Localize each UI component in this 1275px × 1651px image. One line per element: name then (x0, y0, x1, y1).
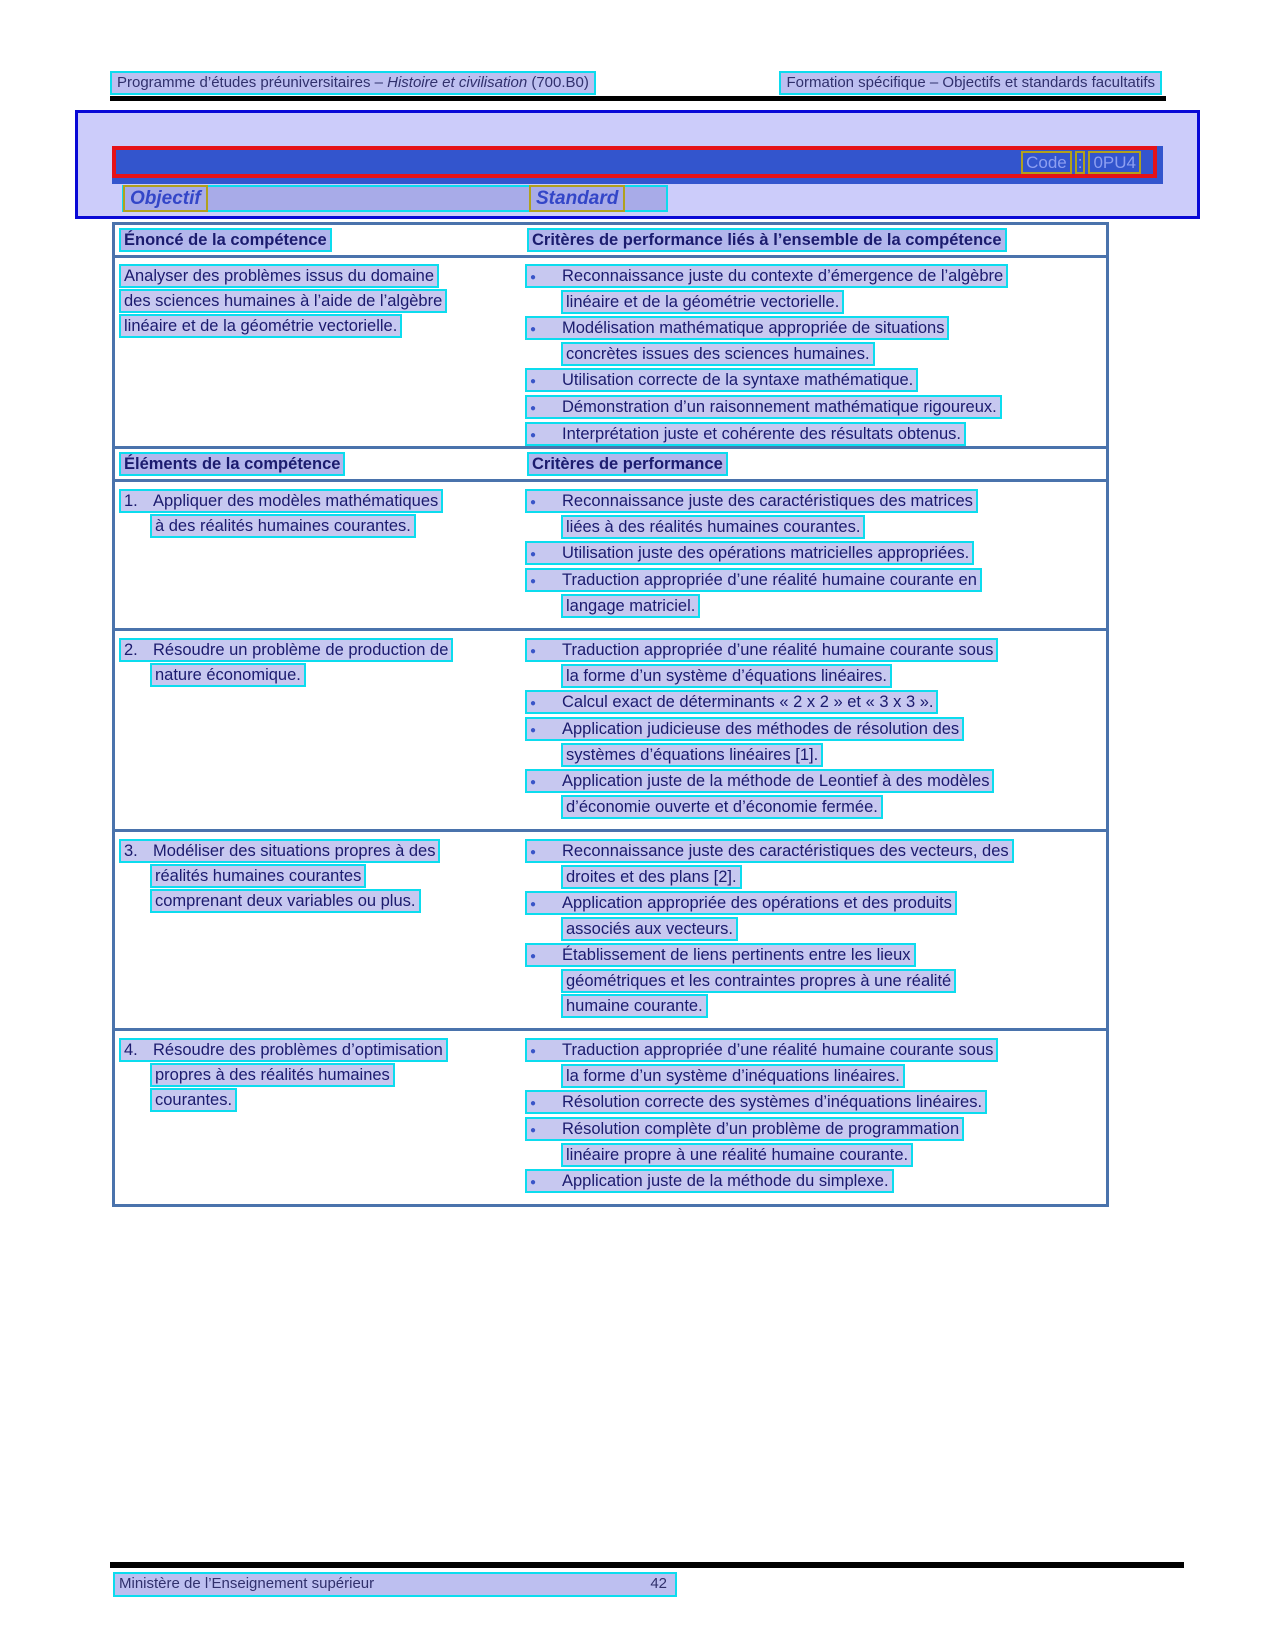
element-cell (115, 839, 525, 1020)
critere-item (525, 638, 1100, 689)
footer-page-number: 42 (650, 1575, 667, 1592)
criteres-cell (525, 489, 1106, 620)
page-footer (113, 1572, 677, 1597)
bullet-icon: ● (530, 1098, 537, 1109)
standard-label: Standard (529, 185, 625, 212)
bullet-icon: ● (530, 725, 537, 736)
bullet-icon: ● (530, 1046, 537, 1057)
criteres-cell (525, 638, 1106, 821)
critere-text: ● Utilisation correcte de la syntaxe mathématique. (525, 368, 918, 392)
critere-item (525, 839, 1100, 890)
header-left (110, 71, 596, 95)
critere-item (525, 422, 1100, 448)
criteres-header: Critères de performance (527, 452, 728, 476)
table-row (115, 829, 1106, 1028)
critere-text: ● Démonstration d’un raisonnement mathématique rigoureux. (525, 395, 1002, 419)
code-separator: : (1075, 151, 1086, 174)
criteres-cell (525, 839, 1106, 1020)
element-text: 1. Appliquer des modèles mathématiques à des réalités humaines courantes. (119, 489, 443, 538)
header-rule (110, 96, 1166, 101)
critere-text: ● Résolution correcte des systèmes d’inéquations linéaires. (525, 1090, 987, 1114)
critere-text: ● Traduction appropriée d’une réalité humaine courante en langage matriciel. (525, 568, 982, 618)
critere-text: ● Établissement de liens pertinents entre les lieux géométriques et les contraintes propres à une réalité humaine courante. (525, 943, 956, 1018)
bullet-icon: ● (530, 951, 537, 962)
code-value: 0PU4 (1088, 151, 1141, 174)
elements-table-header (115, 449, 1106, 482)
bullet-icon: ● (530, 777, 537, 788)
code-banner-shadow (112, 146, 1163, 184)
element-cell (115, 489, 525, 620)
elements-header: Éléments de la compétence (119, 452, 345, 476)
critere-text: ● Reconnaissance juste du contexte d’émergence de l’algèbre linéaire et de la géométrie vectorielle. (525, 264, 1008, 314)
criteres-ensemble-header: Critères de performance liés à l’ensemble de la compétence (527, 228, 1007, 252)
objectif-standard-row (122, 185, 668, 212)
bullet-icon: ● (530, 549, 537, 560)
bullet-icon: ● (530, 272, 537, 283)
critere-item (525, 489, 1100, 540)
table-row (115, 628, 1106, 829)
code-label: Code (1021, 151, 1072, 174)
element-number: 3. (124, 842, 138, 860)
bullet-icon: ● (530, 847, 537, 858)
bullet-icon: ● (530, 576, 537, 587)
element-cell (115, 1038, 525, 1196)
header-left-code: (700.B0) (527, 74, 589, 91)
critere-text: ● Modélisation mathématique appropriée de situations concrètes issues des sciences humaines. (525, 316, 949, 366)
critere-item (525, 568, 1100, 619)
bullet-icon: ● (530, 899, 537, 910)
critere-item (525, 943, 1100, 1019)
element-item (119, 489, 525, 539)
critere-item (525, 717, 1100, 768)
objectif-standard-panel (75, 110, 1200, 219)
bullet-icon: ● (530, 497, 537, 508)
element-item (119, 1038, 525, 1113)
table2-rows (115, 482, 1106, 1204)
critere-text: ● Reconnaissance juste des caractéristiques des matrices liées à des réalités humaines courantes. (525, 489, 978, 539)
bullet-icon: ● (530, 403, 537, 414)
critere-item (525, 395, 1100, 421)
competence-table-header (115, 225, 1106, 258)
enonce-text: Analyser des problèmes issus du domaine des sciences humaines à l’aide de l’algèbre linéaire et de la géométrie vectorielle. (119, 264, 447, 338)
critere-item (525, 1038, 1100, 1089)
elements-table (112, 446, 1109, 1207)
header-right: Formation spécifique – Objectifs et standards facultatifs (779, 71, 1162, 95)
table-row (115, 482, 1106, 628)
bullet-icon: ● (530, 1177, 537, 1188)
critere-text: ● Application juste de la méthode de Leontief à des modèles d’économie ouverte et d’économie fermée. (525, 769, 994, 819)
bullet-icon: ● (530, 376, 537, 387)
critere-item (525, 368, 1100, 394)
element-item (119, 638, 525, 688)
critere-item (525, 891, 1100, 942)
competence-table (112, 222, 1109, 460)
criteres-cell (525, 1038, 1106, 1196)
element-cell (115, 638, 525, 821)
element-number: 2. (124, 641, 138, 659)
critere-item (525, 264, 1100, 315)
critere-item (525, 1117, 1100, 1168)
critere-text: ● Traduction appropriée d’une réalité humaine courante sous la forme d’un système d’inéquations linéaires. (525, 1038, 998, 1088)
critere-text: ● Application judicieuse des méthodes de résolution des systèmes d’équations linéaires [1]. (525, 717, 964, 767)
bullet-icon: ● (530, 1125, 537, 1136)
critere-text: ● Interprétation juste et cohérente des résultats obtenus. (525, 422, 966, 446)
critere-item (525, 690, 1100, 716)
critere-item (525, 316, 1100, 367)
bullet-icon: ● (530, 646, 537, 657)
element-number: 4. (124, 1041, 138, 1059)
bullet-icon: ● (530, 698, 537, 709)
element-item (119, 839, 525, 914)
critere-text: ● Résolution complète d’un problème de programmation linéaire propre à une réalité humaine courante. (525, 1117, 964, 1167)
critere-item (525, 1169, 1100, 1195)
element-text: 3. Modéliser des situations propres à des réalités humaines courantes comprenant deux variables ou plus. (119, 839, 440, 913)
critere-item (525, 769, 1100, 820)
footer-ministry: Ministère de l’Enseignement supérieur (119, 1575, 375, 1592)
page-header (110, 71, 1162, 95)
critere-text: ● Calcul exact de déterminants « 2 x 2 » et « 3 x 3 ». (525, 690, 938, 714)
objectif-label: Objectif (123, 185, 208, 212)
code-banner (112, 146, 1157, 178)
bullet-icon: ● (530, 430, 537, 441)
element-number: 1. (124, 492, 138, 510)
table1-criteres-list (525, 264, 1106, 449)
bullet-icon: ● (530, 324, 537, 335)
header-left-program-name: Histoire et civilisation (387, 74, 528, 91)
element-text: 2. Résoudre un problème de production de nature économique. (119, 638, 453, 687)
footer-rule (110, 1562, 1184, 1568)
element-text: 4. Résoudre des problèmes d’optimisation propres à des réalités humaines courantes. (119, 1038, 448, 1112)
header-left-prefix: Programme d’études préuniversitaires – (117, 74, 388, 91)
critere-text: ● Traduction appropriée d’une réalité humaine courante sous la forme d’un système d’équations linéaires. (525, 638, 998, 688)
competence-table-body (115, 258, 1106, 457)
enonce-header: Énoncé de la compétence (119, 228, 332, 252)
critere-item (525, 541, 1100, 567)
table-row (115, 1028, 1106, 1204)
critere-text: ● Reconnaissance juste des caractéristiques des vecteurs, des droites et des plans [2]. (525, 839, 1014, 889)
critere-text: ● Application appropriée des opérations et des produits associés aux vecteurs. (525, 891, 957, 941)
critere-item (525, 1090, 1100, 1116)
enonce-text-block (119, 264, 515, 339)
critere-text: ● Application juste de la méthode du simplexe. (525, 1169, 894, 1193)
critere-text: ● Utilisation juste des opérations matricielles appropriées. (525, 541, 974, 565)
